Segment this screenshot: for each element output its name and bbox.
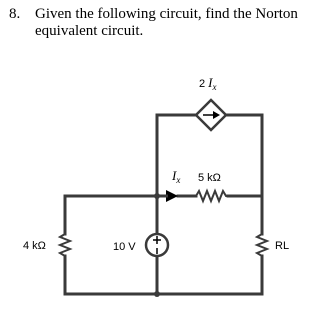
voltage-source-label: 10 V [113,241,136,253]
voltage-source [146,234,168,256]
junction-dot [154,291,160,297]
resistor-5k [196,191,228,201]
circuit-wires [65,115,262,294]
resistor-4k [60,234,70,256]
dependent-source-label: 2 Ix [199,75,217,92]
problem-number: 8. [9,6,21,22]
load-label: RL [275,240,290,252]
resistor-5k-label: 5 kΩ [198,172,221,184]
ix-label: Ix [172,168,181,185]
dependent-current-source [196,100,226,130]
problem-text: Given the following circuit, find the Norton equivalent circuit. [35,6,298,39]
resistor-4k-label: 4 kΩ [23,240,46,252]
resistor-load [257,234,267,256]
